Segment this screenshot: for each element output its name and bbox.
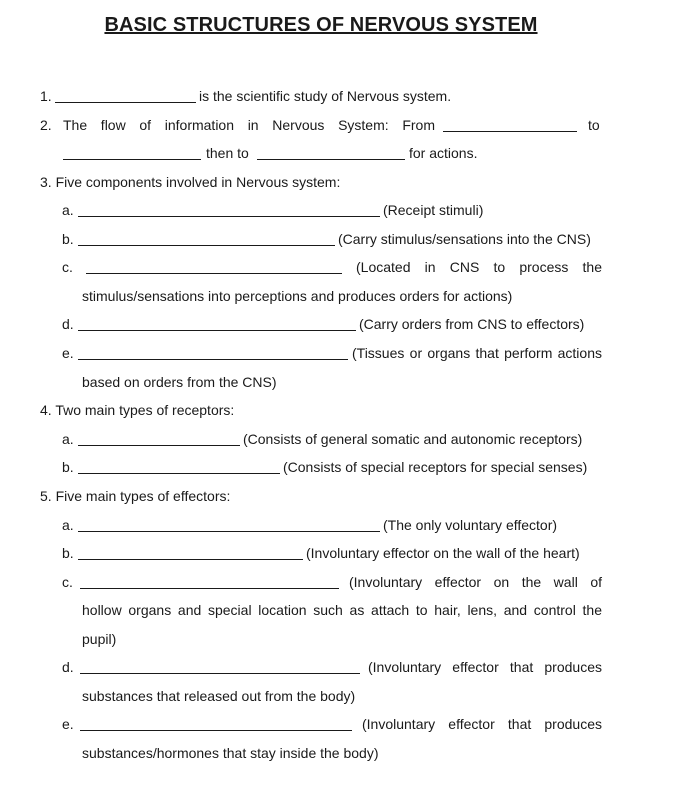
item-letter: d. [62,659,74,675]
item-letter: b. [62,459,74,475]
question-1 [40,86,640,106]
item-letter: e. [62,345,74,361]
answer-blank[interactable] [78,200,380,220]
answer-blank[interactable] [78,457,280,477]
answer-blank[interactable] [257,143,405,163]
answer-blank[interactable] [86,257,342,277]
answer-blank[interactable] [80,657,360,677]
question-5-heading: 5. Five main types of effectors: [40,488,231,504]
answer-blank[interactable] [63,143,201,163]
answer-blank[interactable] [55,86,196,106]
item-description: (Located in CNS to process the [356,259,602,275]
question-2-continued [40,143,602,163]
item-letter: d. [62,316,74,332]
item-description: hollow organs and special location such as attach to hair, lens, and control the [82,602,602,618]
answer-blank[interactable] [80,572,339,592]
answer-blank[interactable] [78,543,303,563]
question-text: The flow of information in Nervous System: From [63,117,435,133]
question-number: 2. [40,117,52,133]
answer-blank[interactable] [443,115,577,135]
item-description: (Carry orders from CNS to effectors) [359,316,585,332]
question-text: to [588,117,600,133]
question-5e [62,714,602,734]
item-description: (Consists of special receptors for special senses) [283,459,588,475]
question-2 [40,115,602,135]
question-5c [62,572,602,592]
question-3e-continued: based on orders from the CNS) [82,374,277,390]
question-3c-continued: stimulus/sensations into perceptions and produces orders for actions) [82,288,513,304]
question-3-heading: 3. Five components involved in Nervous system: [40,174,341,190]
answer-blank[interactable] [78,314,356,334]
question-3b [62,229,602,249]
question-5d-continued: substances that released out from the body) [82,688,356,704]
question-text: then to [206,145,249,161]
item-description: (Consists of general somatic and autonomic receptors) [243,431,583,447]
item-description: (Carry stimulus/sensations into the CNS) [338,231,591,247]
item-letter: e. [62,716,74,732]
question-5c-continued [82,600,602,620]
item-description: (Involuntary effector that produces [368,659,602,675]
item-description: (Receipt stimuli) [383,202,484,218]
question-4-heading: 4. Two main types of receptors: [40,402,235,418]
question-text: for actions. [409,145,478,161]
question-text: is the scientific study of Nervous system. [199,88,452,104]
item-letter: c. [62,574,73,590]
item-letter: a. [62,517,74,533]
question-5d [62,657,602,677]
answer-blank[interactable] [78,229,335,249]
item-description: (Involuntary effector on the wall of [349,574,602,590]
question-3a [62,200,602,220]
question-5e-continued: substances/hormones that stay inside the body) [82,745,379,761]
question-5b [62,543,602,563]
answer-blank[interactable] [80,714,352,734]
question-3e [62,343,602,363]
item-letter: a. [62,431,74,447]
question-5a [62,515,602,535]
item-letter: b. [62,231,74,247]
answer-blank[interactable] [78,429,240,449]
item-description: (Involuntary effector on the wall of the heart) [306,545,580,561]
question-number: 1. [40,88,52,104]
item-description: (Involuntary effector that produces [362,716,602,732]
item-letter: b. [62,545,74,561]
item-description: (Tissues or organs that perform actions [352,345,602,361]
item-letter: c. [62,259,73,275]
question-5c-continued-2: pupil) [82,631,117,647]
question-4b [62,457,602,477]
answer-blank[interactable] [78,343,348,363]
question-3d [62,314,602,334]
item-letter: a. [62,202,74,218]
item-description: (The only voluntary effector) [383,517,558,533]
page-title: BASIC STRUCTURES OF NERVOUS SYSTEM [104,14,538,36]
question-3c [62,257,602,277]
answer-blank[interactable] [78,515,380,535]
question-4a [62,429,602,449]
